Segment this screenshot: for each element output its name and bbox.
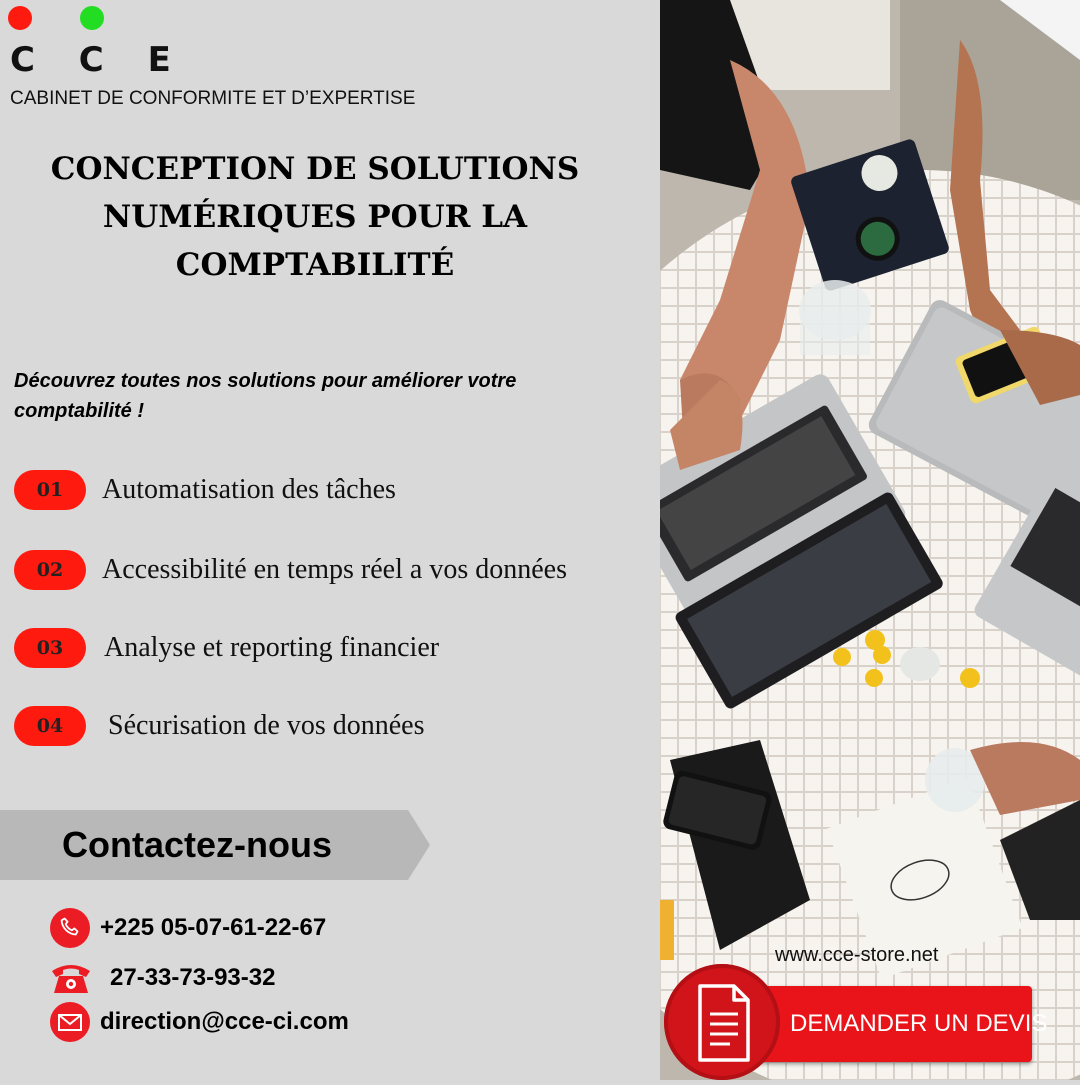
office-photo [660, 0, 1080, 1080]
green-dot [80, 6, 104, 30]
logo: C C E [10, 40, 187, 80]
contact-title: Contactez-nous [62, 824, 332, 865]
contact-email[interactable] [50, 1002, 349, 1042]
request-quote-button[interactable] [664, 964, 1048, 1080]
mail-icon [50, 1002, 90, 1042]
page-title: CONCEPTION DE SOLUTIONS NUMÉRIQUES POUR LA COMPTABILITÉ [50, 151, 580, 283]
feature-item-4 [14, 704, 425, 748]
feature-number: 04 [14, 706, 86, 746]
feature-number: 02 [14, 550, 86, 590]
feature-item-1 [14, 468, 396, 512]
feature-label: Analyse et reporting financier [104, 632, 440, 663]
document-icon [664, 964, 780, 1080]
contact-landline[interactable] [50, 958, 275, 998]
landline-number: 27-33-73-93-32 [110, 964, 276, 991]
intro-text: Découvrez toutes nos solutions pour améliorer votre comptabilité ! [14, 370, 517, 422]
red-dot [8, 6, 32, 30]
feature-label: Accessibilité en temps réel a vos données [102, 554, 567, 585]
cta-label: DEMANDER UN DEVIS [790, 1010, 1048, 1037]
cta-icon-circle [664, 964, 780, 1080]
website-link[interactable]: www.cce-store.net [775, 944, 939, 966]
feature-item-2 [14, 548, 567, 592]
feature-item-3 [14, 626, 439, 670]
contact-phone[interactable] [50, 908, 326, 948]
phone-icon [50, 908, 90, 948]
logo-subtitle: CABINET DE CONFORMITE ET D’EXPERTISE [10, 88, 416, 109]
feature-label: Automatisation des tâches [102, 474, 396, 505]
email-address: direction@cce-ci.com [100, 1008, 349, 1035]
phone-number: +225 05-07-61-22-67 [100, 914, 327, 941]
feature-label: Sécurisation de vos données [108, 710, 425, 741]
feature-number: 03 [14, 628, 86, 668]
feature-number: 01 [14, 470, 86, 510]
telephone-icon [50, 958, 92, 998]
